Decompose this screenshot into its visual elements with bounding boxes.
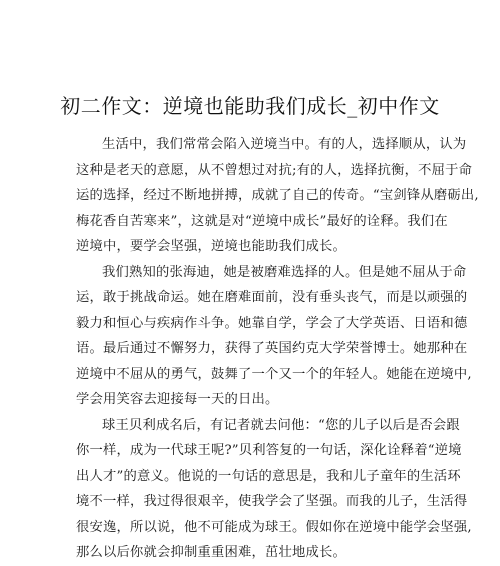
text-line: 学会用笑容去迎接每一天的日出。 [76, 392, 279, 407]
document-title: 初二作文：逆境也能助我们成长_初中作文 [60, 94, 440, 118]
text-line: 球王贝利成名后，有记者就去问他：“您的儿子以后是否会跟 [102, 417, 460, 433]
text-line: 运的选择，经过不断地拼搏，成就了自己的传奇。“宝剑锋从磨砺出, [76, 188, 479, 203]
text-line: 出人才”的意义。他说的一句话的意思是，我和儿子童年的生活环 [76, 468, 461, 484]
text-line: 我们熟知的张海迪，她是被磨难选择的人。但是她不屈从于命 [102, 264, 467, 280]
text-line: 你一样，成为一代球王呢?”贝利答复的一句话，深化诠释着“逆境 [76, 443, 462, 458]
text-line: 逆境中，要学会坚强，逆境也能助我们成长。 [76, 239, 346, 254]
document-body [76, 132, 479, 566]
text-line: 毅力和恒心与疾病作斗争。她靠自学，学会了大学英语、日语和德 [76, 315, 468, 331]
text-line: 境不一样，我过得很艰辛，使我学会了坚强。而我的儿子，生活得 [76, 494, 468, 509]
text-line: 很安逸，所以说，他不可能成为球王。假如你在逆境中能学会坚强, [76, 519, 472, 535]
text-line: 生活中，我们常常会陷入逆境当中。有的人，选择顺从，认为 [102, 137, 467, 152]
paragraph-3 [76, 413, 472, 566]
text-line: 运，敢于挑战命运。她在磨难面前，没有垂头丧气，而是以顽强的 [76, 290, 468, 305]
text-line: 这种是老天的意愿，从不曾想过对抗;有的人，选择抗衡，不屈于命 [76, 162, 473, 178]
paragraph-1 [76, 132, 479, 260]
text-line: 逆境中不屈从的勇气，鼓舞了一个又一个的年轻人。她能在逆境中, [76, 366, 472, 382]
text-line: 语。最后通过不懈努力，获得了英国约克大学荣誉博士。她那种在 [76, 341, 468, 356]
paragraph-2 [76, 260, 472, 413]
text-line: 那么以后你就会抑制重重困难，茁壮地成长。 [76, 545, 346, 560]
text-line: 梅花香自苦寒来”，这就是对“逆境中成长”最好的诠释。我们在 [76, 213, 448, 229]
